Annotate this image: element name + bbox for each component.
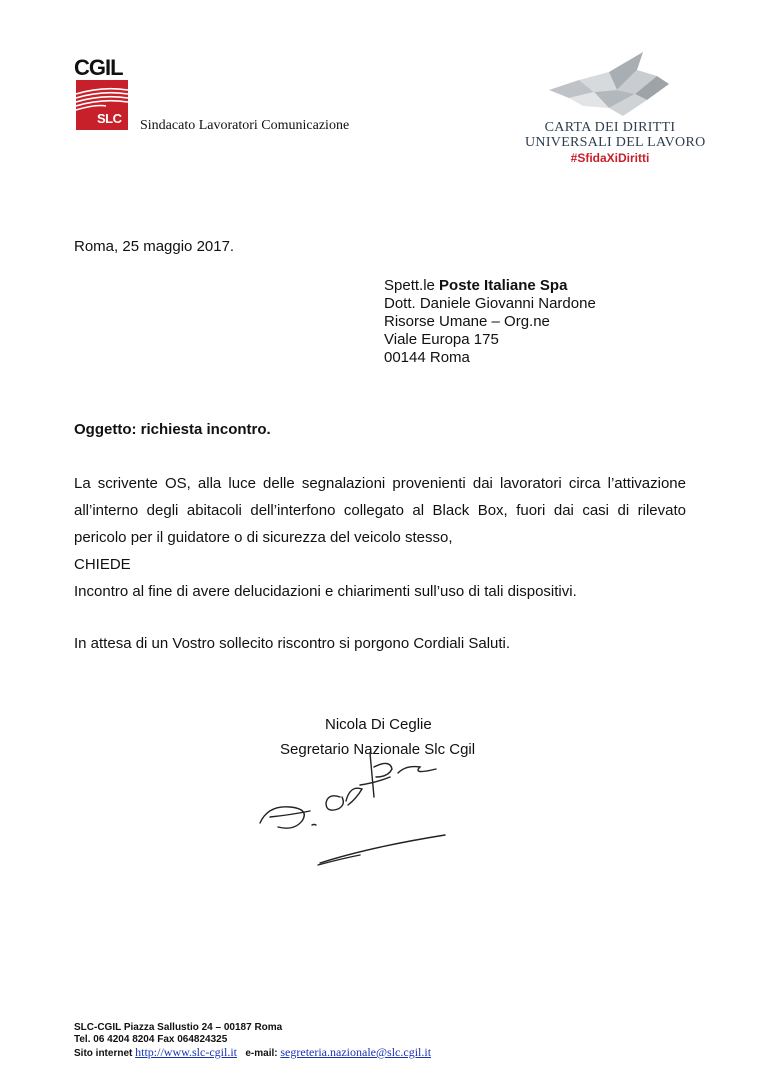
signer-name: Nicola Di Ceglie: [325, 716, 432, 733]
carta-diritti-logo: [525, 50, 706, 170]
recipient-company-line: [384, 277, 596, 295]
footer-address: SLC-CGIL Piazza Sallustio 24 – 00187 Roma: [74, 1022, 283, 1033]
carta-title-line1: CARTA DEI DIRITTI: [544, 120, 676, 135]
cgil-slc-logo: [74, 57, 132, 131]
union-name: Sindacato Lavoratori Comunicazione: [140, 118, 350, 133]
slc-logo-box: [76, 80, 128, 130]
carta-hashtag: #SfidaXiDiritti: [570, 151, 650, 165]
recipient-address: [384, 277, 596, 367]
recipient-company: Poste Italiane Spa: [439, 277, 568, 294]
handwritten-signature: [250, 745, 450, 870]
footer: [74, 1022, 431, 1060]
footer-phones: Tel. 06 4204 8204 Fax 064824325: [74, 1034, 228, 1045]
website-link[interactable]: http://www.slc-cgil.it: [135, 1045, 238, 1059]
footer-site-label: Sito internet: [74, 1048, 136, 1059]
date-line: Roma, 25 maggio 2017.: [74, 238, 235, 255]
chiede-line: CHIEDE: [74, 556, 131, 573]
recipient-department: Risorse Umane – Org.ne: [384, 313, 550, 330]
recipient-person: Dott. Daniele Giovanni Nardone: [384, 295, 596, 312]
cgil-logo-word: CGIL: [74, 55, 123, 80]
recipient-prefix: Spett.le: [384, 277, 440, 294]
slc-logo-text: SLC: [97, 111, 122, 126]
body-paragraph: La scrivente OS, alla luce delle segnalazioni provenienti dai lavoratori circa l’attivazione all’interno degli abitacoli dell’interfono collegato al Black Box, fuori dai casi di rilevato pericolo per il guidatore o di sicurezza del veicolo stesso,: [74, 475, 686, 546]
recipient-city: 00144 Roma: [384, 349, 470, 366]
signer-role: Segretario Nazionale Slc Cgil: [280, 741, 476, 758]
request-line: Incontro al fine di avere delucidazioni e chiarimenti sull’uso di tali dispositivi.: [74, 583, 577, 600]
footer-email-label: e-mail:: [237, 1048, 281, 1059]
dove-icon: [539, 50, 679, 120]
footer-web-line: [74, 1046, 431, 1060]
email-link[interactable]: segreteria.nazionale@slc.cgil.it: [280, 1045, 432, 1059]
carta-title-line2: UNIVERSALI DEL LAVORO: [525, 135, 706, 150]
closing-line: In attesa di un Vostro sollecito riscontro si porgono Cordiali Saluti.: [74, 635, 511, 652]
letter-subject: Oggetto: richiesta incontro.: [74, 421, 271, 438]
recipient-street: Viale Europa 175: [384, 331, 499, 348]
